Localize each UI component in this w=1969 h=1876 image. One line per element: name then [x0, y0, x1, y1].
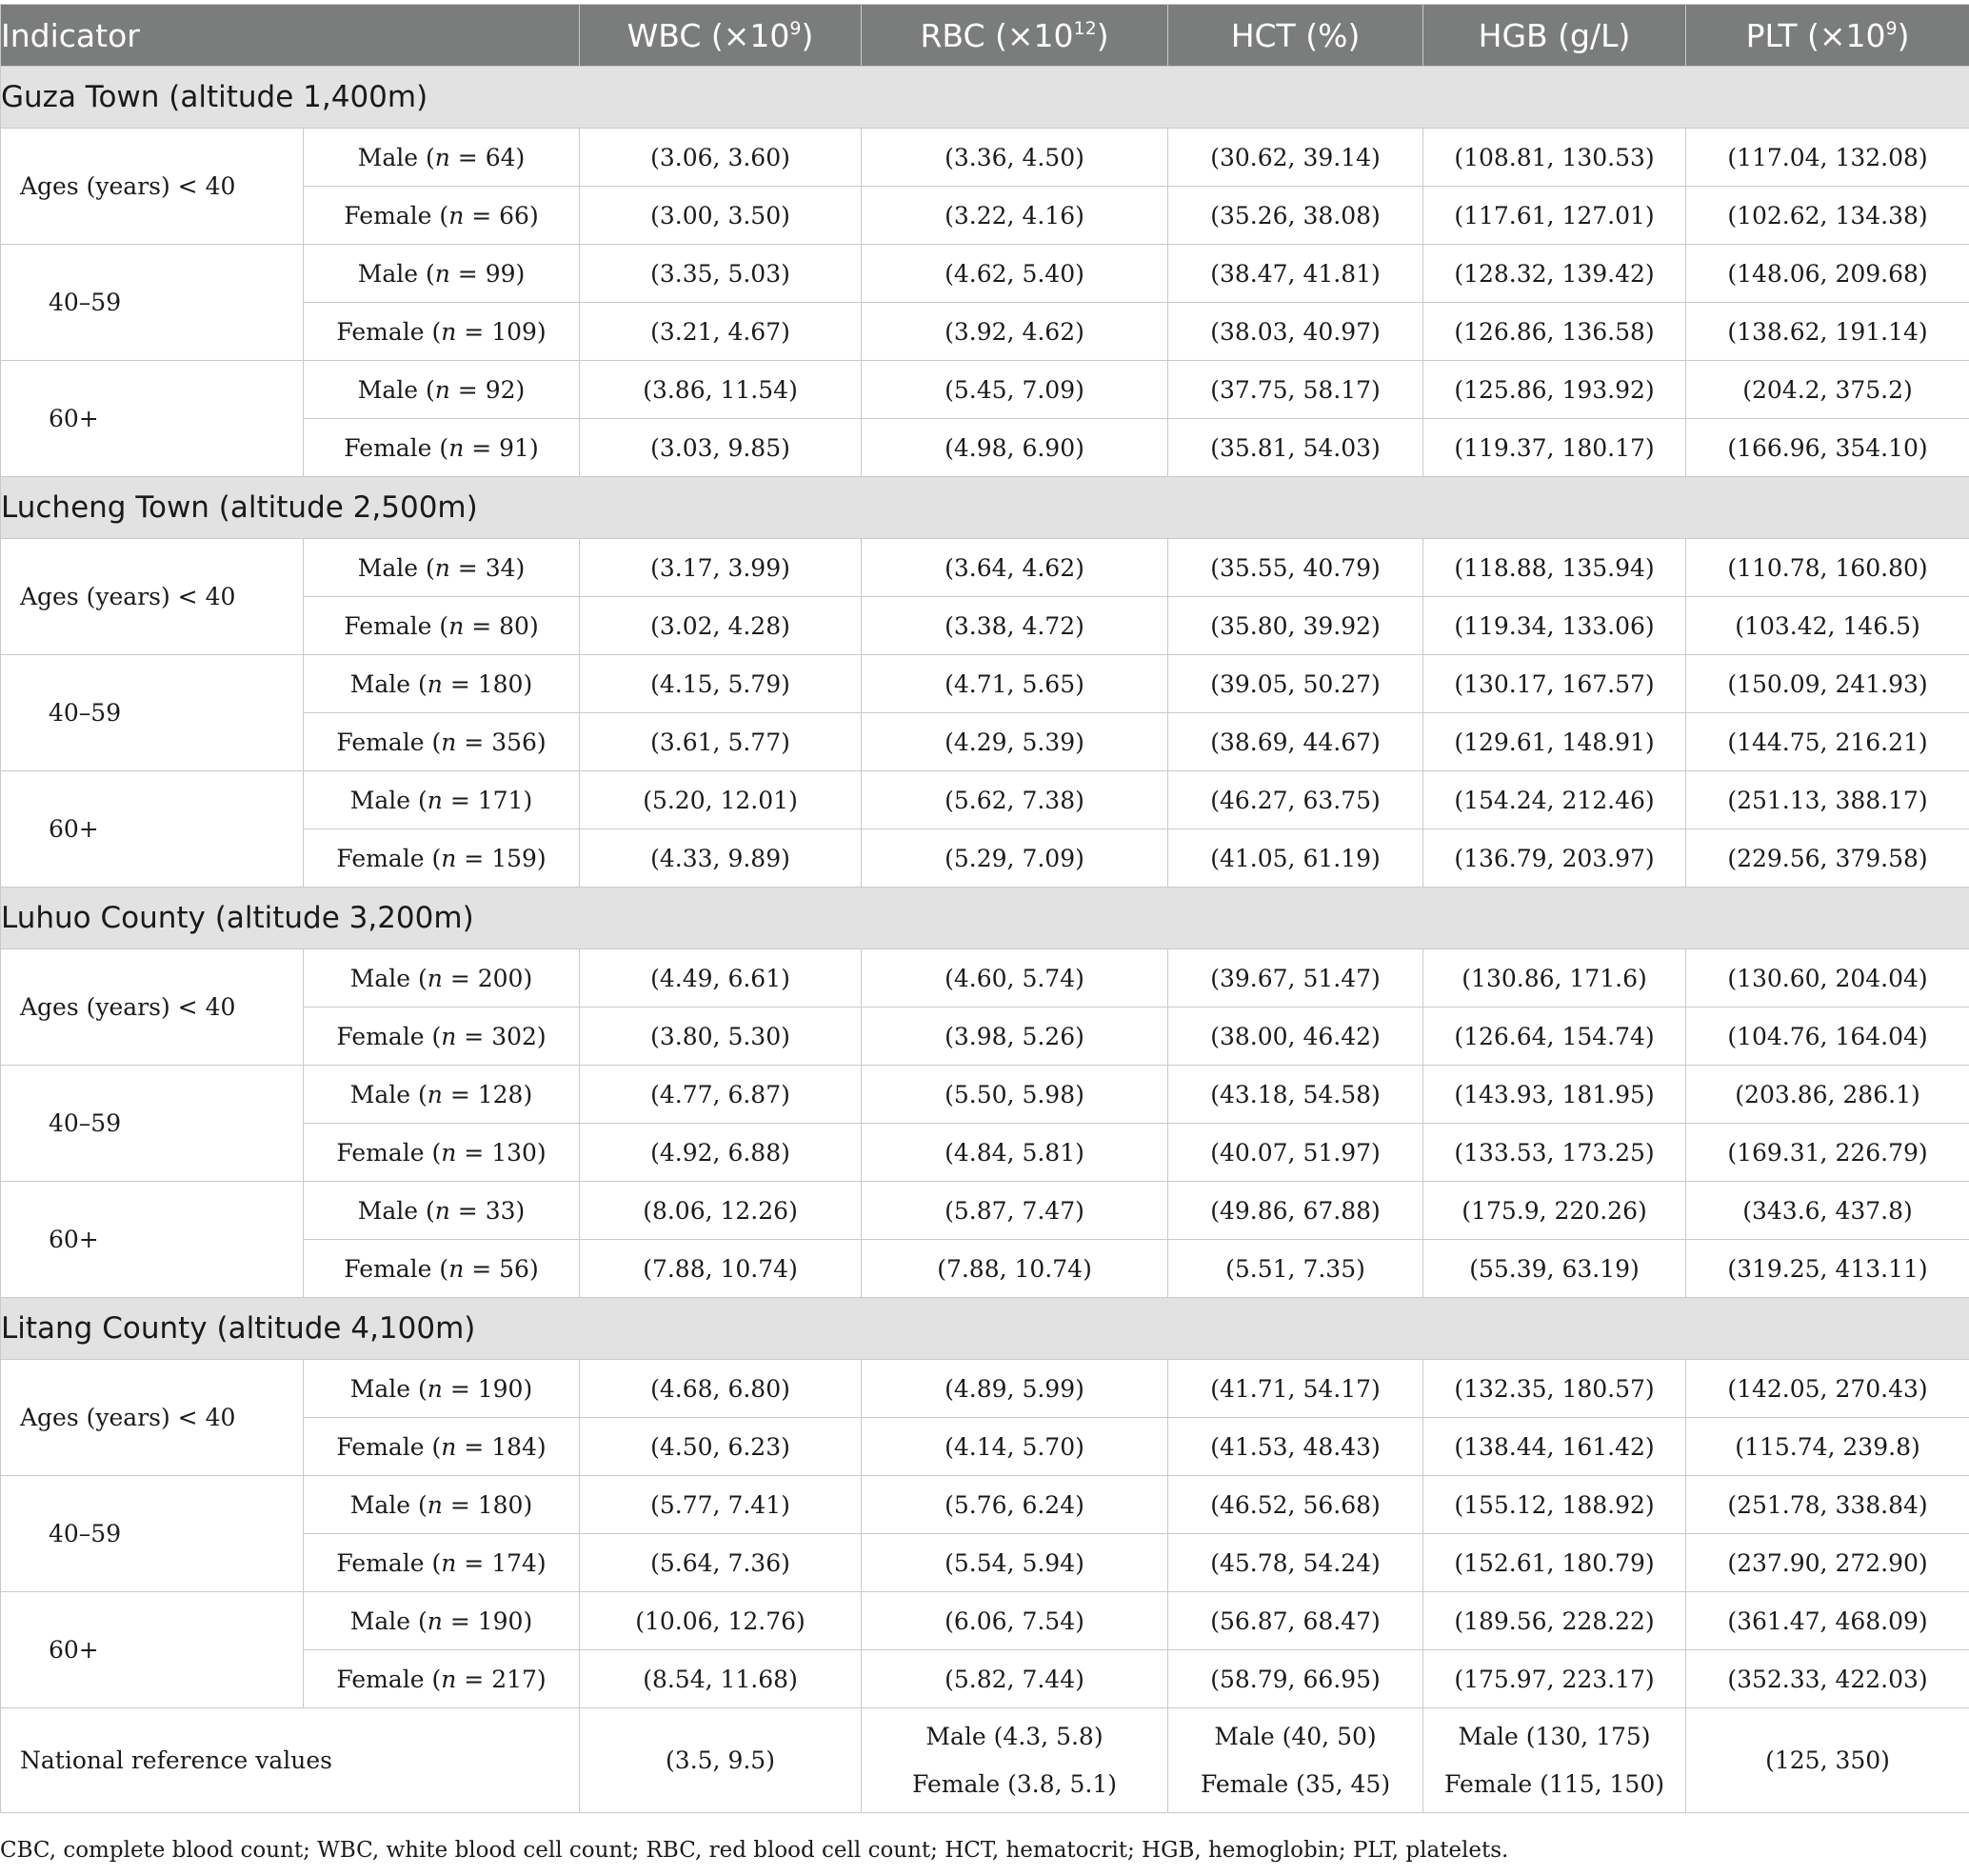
sample-size: 171 — [477, 786, 524, 814]
sex-cell: Male (n = 180) — [304, 1476, 580, 1534]
sex-label: Female — [344, 433, 432, 462]
sex-label: Female — [344, 1254, 432, 1283]
header-indicator: Indicator — [1, 5, 580, 67]
reference-line: (3.5, 9.5) — [666, 1746, 775, 1774]
value-cell: (117.61, 127.01) — [1423, 187, 1686, 245]
header-label: RBC (×10 — [920, 16, 1074, 54]
value-cell: (125.86, 193.92) — [1423, 361, 1686, 419]
section-title: Guza Town (altitude 1,400m) — [1, 67, 1969, 129]
value-cell: (130.86, 171.6) — [1423, 949, 1686, 1008]
value-cell: (110.78, 160.80) — [1686, 539, 1969, 597]
age-group-cell: 40–59 — [1, 245, 304, 361]
value-cell: (3.80, 5.30) — [580, 1008, 862, 1066]
value-cell: (5.76, 6.24) — [862, 1476, 1168, 1534]
value-cell: (203.86, 286.1) — [1686, 1066, 1969, 1124]
sample-size: 109 — [491, 317, 537, 346]
header-col — [1423, 5, 1686, 67]
n-symbol: n — [448, 1254, 465, 1283]
table-row — [1, 1182, 1969, 1240]
reference-line: Female (35, 45) — [1200, 1769, 1391, 1798]
sample-size: 174 — [491, 1548, 537, 1577]
value-cell: (152.61, 180.79) — [1423, 1534, 1686, 1592]
value-cell: (118.88, 135.94) — [1423, 539, 1686, 597]
sex-cell: Male (n = 190) — [304, 1360, 580, 1418]
sample-size: 159 — [491, 844, 537, 872]
header-label: WBC (×10 — [626, 16, 790, 54]
value-cell: (130.60, 204.04) — [1686, 949, 1969, 1008]
age-group-cell: 60+ — [1, 1182, 304, 1298]
value-cell: (4.49, 6.61) — [580, 949, 862, 1008]
cbc-reference-table — [0, 4, 1969, 1813]
sex-cell: Male (n = 33) — [304, 1182, 580, 1240]
sex-label: Female — [336, 1022, 425, 1050]
table-row — [1, 129, 1969, 187]
age-group-cell: Ages (years) < 40 — [1, 949, 304, 1066]
value-cell: (5.64, 7.36) — [580, 1534, 862, 1592]
value-cell: (41.05, 61.19) — [1168, 829, 1423, 888]
sex-cell: Female (n = 91) — [304, 419, 580, 477]
value-cell: (251.78, 338.84) — [1686, 1476, 1969, 1534]
table-row — [1, 949, 1969, 1008]
value-cell: (4.29, 5.39) — [862, 713, 1168, 771]
value-cell: (39.05, 50.27) — [1168, 655, 1423, 713]
value-cell: (3.86, 11.54) — [580, 361, 862, 419]
n-symbol: n — [441, 1432, 457, 1461]
sample-size: 34 — [485, 553, 516, 582]
value-cell: (169.31, 226.79) — [1686, 1124, 1969, 1182]
sex-cell: Female (n = 109) — [304, 303, 580, 361]
header-label-end: ) — [1897, 16, 1910, 54]
sample-size: 302 — [491, 1022, 537, 1050]
value-cell: (3.92, 4.62) — [862, 303, 1168, 361]
value-cell: (38.03, 40.97) — [1168, 303, 1423, 361]
sex-cell: Female (n = 159) — [304, 829, 580, 888]
table-row — [1, 1476, 1969, 1534]
sample-size: 66 — [499, 201, 529, 230]
n-symbol: n — [434, 259, 450, 288]
reference-label: National reference values — [1, 1708, 580, 1813]
sample-size: 130 — [491, 1138, 537, 1167]
value-cell: (4.89, 5.99) — [862, 1360, 1168, 1418]
header-label: PLT (×10 — [1745, 16, 1886, 54]
value-cell: (4.77, 6.87) — [580, 1066, 862, 1124]
n-symbol: n — [427, 1607, 443, 1635]
n-symbol: n — [441, 1138, 457, 1167]
n-symbol: n — [441, 317, 457, 346]
value-cell: (138.62, 191.14) — [1686, 303, 1969, 361]
value-cell: (175.9, 220.26) — [1423, 1182, 1686, 1240]
header-label: HGB (g/L) — [1478, 16, 1631, 54]
header-label: HCT (%) — [1230, 16, 1361, 54]
n-symbol: n — [427, 786, 443, 814]
value-cell: (3.35, 5.03) — [580, 245, 862, 303]
value-cell: (154.24, 212.46) — [1423, 771, 1686, 829]
value-cell: (126.86, 136.58) — [1423, 303, 1686, 361]
sex-label: Male — [349, 1374, 411, 1403]
value-cell: (352.33, 422.03) — [1686, 1650, 1969, 1708]
sex-label: Male — [357, 259, 419, 288]
header-label-end: ) — [801, 16, 814, 54]
value-cell: (8.06, 12.26) — [580, 1182, 862, 1240]
sex-cell: Female (n = 217) — [304, 1650, 580, 1708]
value-cell: (7.88, 10.74) — [862, 1240, 1168, 1298]
value-cell: (150.09, 241.93) — [1686, 655, 1969, 713]
value-cell: (130.17, 167.57) — [1423, 655, 1686, 713]
n-symbol: n — [441, 1665, 457, 1693]
n-symbol: n — [427, 964, 443, 992]
value-cell: (35.81, 54.03) — [1168, 419, 1423, 477]
value-cell: (4.71, 5.65) — [862, 655, 1168, 713]
sex-cell: Female (n = 66) — [304, 187, 580, 245]
header-col — [580, 5, 862, 67]
value-cell: (3.98, 5.26) — [862, 1008, 1168, 1066]
value-cell: (148.06, 209.68) — [1686, 245, 1969, 303]
sample-size: 217 — [491, 1665, 537, 1693]
value-cell: (5.82, 7.44) — [862, 1650, 1168, 1708]
value-cell: (133.53, 173.25) — [1423, 1124, 1686, 1182]
table-footnote: CBC, complete blood count; WBC, white blood cell count; RBC, red blood cell count; HCT, hematocrit; HGB, hemoglobin; PLT, platelets. — [0, 1838, 1509, 1863]
sex-label: Male — [349, 964, 411, 992]
n-symbol: n — [434, 553, 450, 582]
section-title: Luhuo County (altitude 3,200m) — [1, 888, 1969, 949]
header-exponent: 9 — [789, 17, 802, 39]
n-symbol: n — [427, 1374, 443, 1403]
value-cell: (166.96, 354.10) — [1686, 419, 1969, 477]
table-row — [1, 771, 1969, 829]
table-row — [1, 245, 1969, 303]
sex-label: Male — [357, 553, 419, 582]
reference-row — [1, 1708, 1969, 1813]
value-cell: (56.87, 68.47) — [1168, 1592, 1423, 1650]
value-cell: (142.05, 270.43) — [1686, 1360, 1969, 1418]
value-cell: (3.38, 4.72) — [862, 597, 1168, 655]
header-exponent: 9 — [1885, 17, 1898, 39]
value-cell: (144.75, 216.21) — [1686, 713, 1969, 771]
sex-cell: Female (n = 302) — [304, 1008, 580, 1066]
sex-cell: Male (n = 180) — [304, 655, 580, 713]
sample-size: 180 — [477, 669, 524, 698]
reference-line: Male (4.3, 5.8) — [925, 1722, 1104, 1750]
value-cell: (237.90, 272.90) — [1686, 1534, 1969, 1592]
sex-cell: Female (n = 130) — [304, 1124, 580, 1182]
age-group-cell: 40–59 — [1, 1066, 304, 1182]
sex-label: Female — [336, 728, 425, 756]
value-cell: (3.06, 3.60) — [580, 129, 862, 187]
sex-label: Male — [349, 786, 411, 814]
n-symbol: n — [441, 1548, 457, 1577]
value-cell: (38.47, 41.81) — [1168, 245, 1423, 303]
value-cell: (41.71, 54.17) — [1168, 1360, 1423, 1418]
value-cell: (4.14, 5.70) — [862, 1418, 1168, 1476]
reference-line: (125, 350) — [1765, 1746, 1890, 1774]
table-row — [1, 1066, 1969, 1124]
value-cell: (6.06, 7.54) — [862, 1592, 1168, 1650]
section-row — [1, 888, 1969, 949]
value-cell: (38.69, 44.67) — [1168, 713, 1423, 771]
value-cell: (319.25, 413.11) — [1686, 1240, 1969, 1298]
sex-cell: Female (n = 356) — [304, 713, 580, 771]
header-label-end: ) — [1096, 16, 1109, 54]
reference-line: Male (40, 50) — [1214, 1722, 1377, 1750]
sex-cell: Male (n = 190) — [304, 1592, 580, 1650]
header-exponent: 12 — [1073, 17, 1097, 39]
value-cell: (189.56, 228.22) — [1423, 1592, 1686, 1650]
value-cell: (46.52, 56.68) — [1168, 1476, 1423, 1534]
value-cell: (104.76, 164.04) — [1686, 1008, 1969, 1066]
sex-label: Female — [336, 1138, 425, 1167]
value-cell: (35.55, 40.79) — [1168, 539, 1423, 597]
value-cell: (38.00, 46.42) — [1168, 1008, 1423, 1066]
sex-label: Female — [336, 1548, 425, 1577]
value-cell: (3.36, 4.50) — [862, 129, 1168, 187]
value-cell: (8.54, 11.68) — [580, 1650, 862, 1708]
value-cell: (108.81, 130.53) — [1423, 129, 1686, 187]
value-cell: (5.29, 7.09) — [862, 829, 1168, 888]
value-cell: (41.53, 48.43) — [1168, 1418, 1423, 1476]
sex-label: Male — [357, 375, 419, 404]
value-cell: (5.45, 7.09) — [862, 361, 1168, 419]
value-cell: (343.6, 437.8) — [1686, 1182, 1969, 1240]
value-cell: (4.68, 6.80) — [580, 1360, 862, 1418]
sample-size: 190 — [477, 1607, 524, 1635]
section-title: Litang County (altitude 4,100m) — [1, 1298, 1969, 1360]
n-symbol: n — [427, 669, 443, 698]
sex-label: Male — [349, 1490, 411, 1519]
age-group-cell: 40–59 — [1, 655, 304, 771]
value-cell: (3.03, 9.85) — [580, 419, 862, 477]
value-cell: (126.64, 154.74) — [1423, 1008, 1686, 1066]
age-group-cell: 40–59 — [1, 1476, 304, 1592]
sex-label: Female — [336, 1665, 425, 1693]
sex-cell: Female (n = 56) — [304, 1240, 580, 1298]
value-cell: (3.21, 4.67) — [580, 303, 862, 361]
sex-label: Female — [336, 317, 425, 346]
sex-cell: Female (n = 174) — [304, 1534, 580, 1592]
value-cell: (128.32, 139.42) — [1423, 245, 1686, 303]
sample-size: 190 — [477, 1374, 524, 1403]
sex-cell: Male (n = 92) — [304, 361, 580, 419]
value-cell: (3.64, 4.62) — [862, 539, 1168, 597]
value-cell: (4.92, 6.88) — [580, 1124, 862, 1182]
value-cell: (5.51, 7.35) — [1168, 1240, 1423, 1298]
sample-size: 92 — [485, 375, 516, 404]
value-cell: (175.97, 223.17) — [1423, 1650, 1686, 1708]
sex-cell: Male (n = 34) — [304, 539, 580, 597]
reference-line: Female (3.8, 5.1) — [911, 1769, 1118, 1798]
value-cell: (58.79, 66.95) — [1168, 1650, 1423, 1708]
value-cell: (5.77, 7.41) — [580, 1476, 862, 1534]
value-cell: (143.93, 181.95) — [1423, 1066, 1686, 1124]
section-row — [1, 1298, 1969, 1360]
sex-label: Female — [344, 201, 432, 230]
sample-size: 99 — [485, 259, 516, 288]
reference-cell — [580, 1708, 862, 1813]
age-group-cell: Ages (years) < 40 — [1, 1360, 304, 1476]
value-cell: (35.26, 38.08) — [1168, 187, 1423, 245]
reference-cell — [1423, 1708, 1686, 1813]
n-symbol: n — [427, 1080, 443, 1108]
value-cell: (361.47, 468.09) — [1686, 1592, 1969, 1650]
age-group-cell: Ages (years) < 40 — [1, 539, 304, 655]
reference-cell — [862, 1708, 1168, 1813]
age-group-cell: 60+ — [1, 361, 304, 477]
value-cell: (39.67, 51.47) — [1168, 949, 1423, 1008]
value-cell: (46.27, 63.75) — [1168, 771, 1423, 829]
header-col — [1686, 5, 1969, 67]
n-symbol: n — [448, 611, 465, 640]
sex-cell: Male (n = 171) — [304, 771, 580, 829]
value-cell: (4.15, 5.79) — [580, 655, 862, 713]
value-cell: (204.2, 375.2) — [1686, 361, 1969, 419]
sample-size: 80 — [499, 611, 529, 640]
reference-line: Female (115, 150) — [1444, 1769, 1664, 1798]
n-symbol: n — [434, 1196, 450, 1225]
value-cell: (132.35, 180.57) — [1423, 1360, 1686, 1418]
sex-cell: Male (n = 128) — [304, 1066, 580, 1124]
value-cell: (40.07, 51.97) — [1168, 1124, 1423, 1182]
value-cell: (4.62, 5.40) — [862, 245, 1168, 303]
n-symbol: n — [448, 433, 465, 462]
value-cell: (138.44, 161.42) — [1423, 1418, 1686, 1476]
value-cell: (3.22, 4.16) — [862, 187, 1168, 245]
header-row — [1, 5, 1969, 67]
table-row — [1, 655, 1969, 713]
n-symbol: n — [441, 728, 457, 756]
value-cell: (55.39, 63.19) — [1423, 1240, 1686, 1298]
value-cell: (229.56, 379.58) — [1686, 829, 1969, 888]
value-cell: (5.62, 7.38) — [862, 771, 1168, 829]
value-cell: (3.61, 5.77) — [580, 713, 862, 771]
table-row — [1, 1360, 1969, 1418]
header-col — [862, 5, 1168, 67]
sex-label: Male — [349, 1080, 411, 1108]
value-cell: (3.02, 4.28) — [580, 597, 862, 655]
value-cell: (4.33, 9.89) — [580, 829, 862, 888]
value-cell: (49.86, 67.88) — [1168, 1182, 1423, 1240]
value-cell: (117.04, 132.08) — [1686, 129, 1969, 187]
sex-label: Male — [357, 1196, 419, 1225]
value-cell: (4.50, 6.23) — [580, 1418, 862, 1476]
sex-cell: Male (n = 200) — [304, 949, 580, 1008]
n-symbol: n — [441, 844, 457, 872]
value-cell: (115.74, 239.8) — [1686, 1418, 1969, 1476]
value-cell: (45.78, 54.24) — [1168, 1534, 1423, 1592]
sample-size: 64 — [485, 143, 516, 171]
section-row — [1, 477, 1969, 539]
sample-size: 184 — [491, 1432, 537, 1461]
sex-label: Female — [336, 844, 425, 872]
value-cell: (3.17, 3.99) — [580, 539, 862, 597]
value-cell: (7.88, 10.74) — [580, 1240, 862, 1298]
sex-label: Male — [349, 669, 411, 698]
sex-cell: Male (n = 99) — [304, 245, 580, 303]
n-symbol: n — [448, 201, 465, 230]
n-symbol: n — [434, 143, 450, 171]
value-cell: (43.18, 54.58) — [1168, 1066, 1423, 1124]
sample-size: 91 — [499, 433, 529, 462]
value-cell: (5.20, 12.01) — [580, 771, 862, 829]
section-title: Lucheng Town (altitude 2,500m) — [1, 477, 1969, 539]
value-cell: (103.42, 146.5) — [1686, 597, 1969, 655]
table-row — [1, 539, 1969, 597]
table-body — [1, 67, 1969, 1813]
value-cell: (5.54, 5.94) — [862, 1534, 1168, 1592]
table-row — [1, 361, 1969, 419]
value-cell: (129.61, 148.91) — [1423, 713, 1686, 771]
sample-size: 128 — [477, 1080, 524, 1108]
value-cell: (5.87, 7.47) — [862, 1182, 1168, 1240]
value-cell: (4.84, 5.81) — [862, 1124, 1168, 1182]
value-cell: (155.12, 188.92) — [1423, 1476, 1686, 1534]
value-cell: (251.13, 388.17) — [1686, 771, 1969, 829]
sex-cell: Female (n = 80) — [304, 597, 580, 655]
value-cell: (119.34, 133.06) — [1423, 597, 1686, 655]
value-cell: (4.60, 5.74) — [862, 949, 1168, 1008]
sex-cell: Female (n = 184) — [304, 1418, 580, 1476]
age-group-cell: Ages (years) < 40 — [1, 129, 304, 245]
value-cell: (4.98, 6.90) — [862, 419, 1168, 477]
age-group-cell: 60+ — [1, 1592, 304, 1708]
value-cell: (119.37, 180.17) — [1423, 419, 1686, 477]
value-cell: (10.06, 12.76) — [580, 1592, 862, 1650]
value-cell: (35.80, 39.92) — [1168, 597, 1423, 655]
reference-cell — [1686, 1708, 1969, 1813]
value-cell: (37.75, 58.17) — [1168, 361, 1423, 419]
sex-label: Male — [357, 143, 419, 171]
table-header — [1, 5, 1969, 67]
n-symbol: n — [434, 375, 450, 404]
n-symbol: n — [427, 1490, 443, 1519]
reference-line: Male (130, 175) — [1458, 1722, 1651, 1750]
sample-size: 356 — [491, 728, 537, 756]
table-row — [1, 1592, 1969, 1650]
sex-label: Female — [344, 611, 432, 640]
sample-size: 33 — [485, 1196, 516, 1225]
value-cell: (5.50, 5.98) — [862, 1066, 1168, 1124]
header-col — [1168, 5, 1423, 67]
reference-cell — [1168, 1708, 1423, 1813]
sample-size: 180 — [477, 1490, 524, 1519]
sex-cell: Male (n = 64) — [304, 129, 580, 187]
sample-size: 56 — [499, 1254, 529, 1283]
value-cell: (3.00, 3.50) — [580, 187, 862, 245]
section-row — [1, 67, 1969, 129]
age-group-cell: 60+ — [1, 771, 304, 888]
sample-size: 200 — [477, 964, 524, 992]
sex-label: Male — [349, 1607, 411, 1635]
n-symbol: n — [441, 1022, 457, 1050]
sex-label: Female — [336, 1432, 425, 1461]
value-cell: (136.79, 203.97) — [1423, 829, 1686, 888]
value-cell: (102.62, 134.38) — [1686, 187, 1969, 245]
value-cell: (30.62, 39.14) — [1168, 129, 1423, 187]
